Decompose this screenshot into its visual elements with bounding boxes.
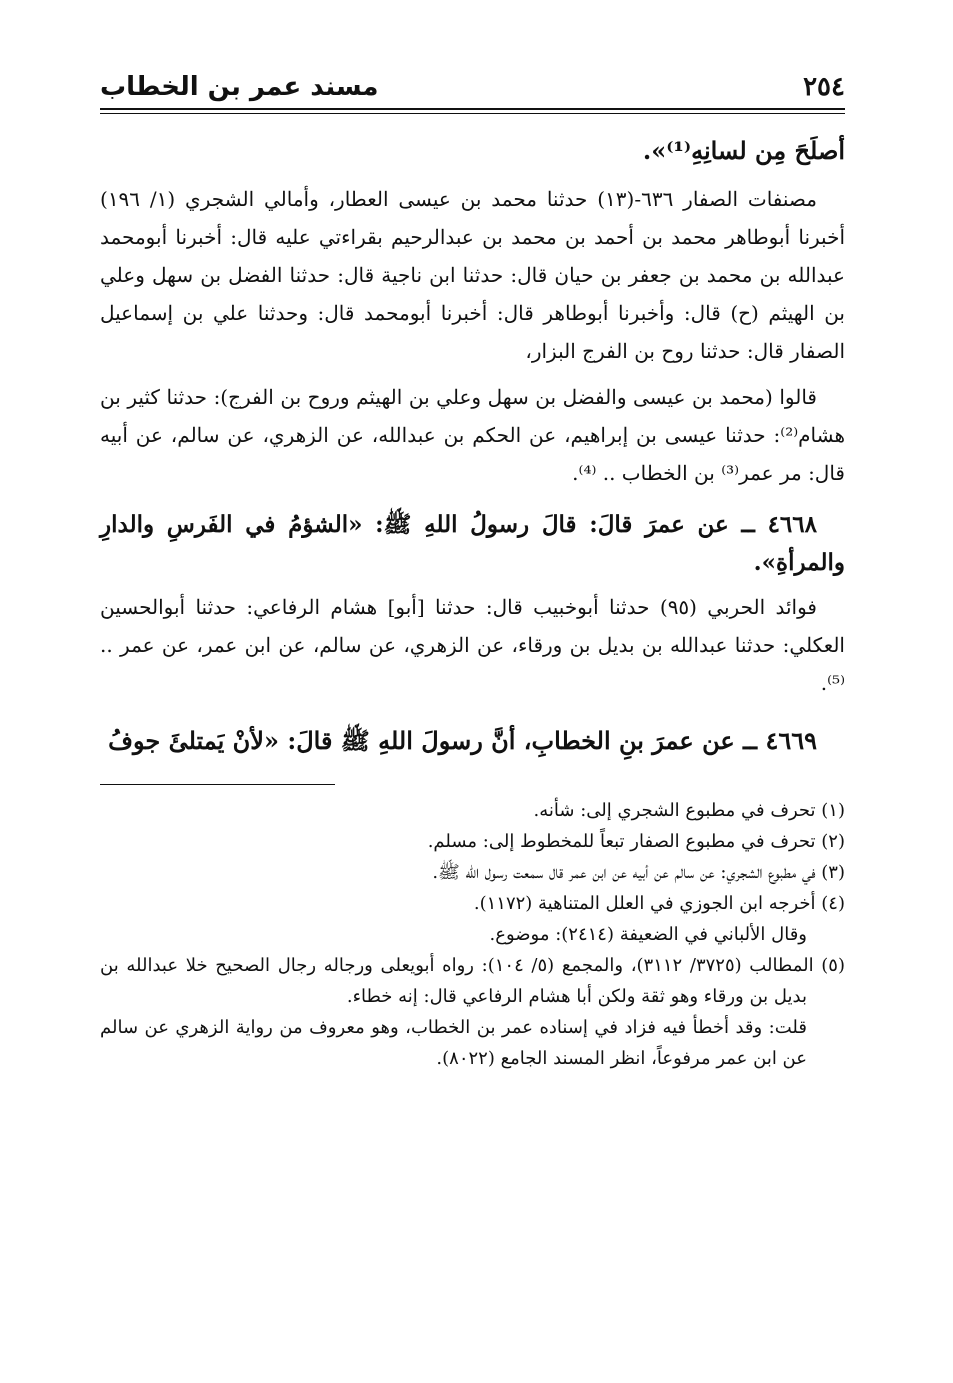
footnote-3: (٣) في مطبوع الشجري: عن سالم عن أبيه عن ابن عمر قال سمعت رسول الله ﷺ.: [432, 862, 845, 883]
footnote-1: (١) تحرف في مطبوع الشجري إلى: شأنه.: [533, 800, 845, 821]
footnote-4-continuation: وقال الألباني في الضعيفة (٢٤١٤): موضوع.: [489, 924, 807, 945]
page-header: [100, 60, 845, 104]
footnote-4: (٤) أخرجه ابن الجوزي في العلل المتناهية (١١٧٢).: [473, 893, 845, 914]
hadith-4669: ٤٦٦٩ ــ عن عمرَ بنِ الخطابِ، أنَّ رسولَ اللهِ ﷺ قالَ: «لأنْ يَمتلئَ جوفُ: [108, 726, 817, 755]
continued-hadith-line: أصلَحَ مِن لسانِهِ⁽¹⁾».: [642, 136, 845, 165]
hadith-4668: ٤٦٦٨ ــ عن عمرَ قالَ: قالَ رسولُ اللهِ ﷺ: «الشؤمُ في الفَرسِ والدارِ والمرأةِ».: [100, 511, 845, 576]
takhrij-paragraph-3: فوائد الحربي (٩٥) حدثنا أبوخبيب قال: حدثنا [أبو] هشام الرفاعي: حدثنا أبوالحسين العكلي: حدثنا عبدالله بن بديل بن ورقاء، عن الزهري، عن سالم، عن ابن عمر، عن عمر .. ⁽⁵⁾.: [100, 595, 845, 695]
footnote-5: (٥) المطالب (٣٧٢٥/ ٣١١٢)، والمجمع (٥/ ١٠٤): رواه أبويعلى ورجاله رجال الصحيح خلا عبدالله بن بديل بن ورقاء وهو ثقة ولكن أبا هشام الرفاعي قال: إنه خطاء.: [100, 955, 845, 1007]
book-page: [100, 60, 845, 1360]
footnote-divider-wrap: [100, 784, 845, 785]
footnote-divider: [100, 784, 335, 785]
header-divider: [100, 108, 845, 114]
running-title: مسند عمر بن الخطاب: [100, 72, 379, 102]
page-number: ٢٥٤: [803, 72, 845, 102]
footnote-5-continuation: قلت: وقد أخطأ فيه فزاد في إسناده عمر بن الخطاب، وهو معروف من رواية الزهري عن سالم عن ابن عمر مرفوعاً، انظر المسند الجامع (٨٠٢٢).: [100, 1017, 807, 1069]
footnotes: [100, 795, 845, 1074]
main-text: [100, 132, 845, 760]
takhrij-paragraph-2: قالوا (محمد بن عيسى والفضل بن سهل وعلي بن الهيثم وروح بن الفرج): حدثنا كثير بن هشام⁽²⁾: حدثنا عيسى بن إبراهيم، عن الحكم بن عبدالله، عن الزهري، عن سالم، عن أبيه قال: مر عمر⁽³⁾ بن الخطاب .. ⁽⁴⁾.: [100, 385, 845, 485]
takhrij-paragraph-1: مصنفات الصفار ٦٣٦-(١٣) حدثنا محمد بن عيسى العطار، وأمالي الشجري (١/ ١٩٦) أخبرنا أبوطاهر محمد بن أحمد بن محمد بن عبدالرحيم بقراءتي عليه قال: أخبرنا أبومحمد عبدالله بن محمد بن جعفر بن حيان قال: حدثنا ابن ناجية قال: حدثنا الفضل بن سهل وعلي بن الهيثم (ح) قال: وأخبرنا أبوطاهر قال: أخبرنا أبومحمد قال: وحدثنا علي بن إسماعيل الصفار قال: حدثنا روح بن الفرج البزار،: [100, 187, 846, 363]
footnote-2: (٢) تحرف في مطبوع الصفار تبعاً للمخطوط إلى: مسلم.: [427, 831, 845, 852]
